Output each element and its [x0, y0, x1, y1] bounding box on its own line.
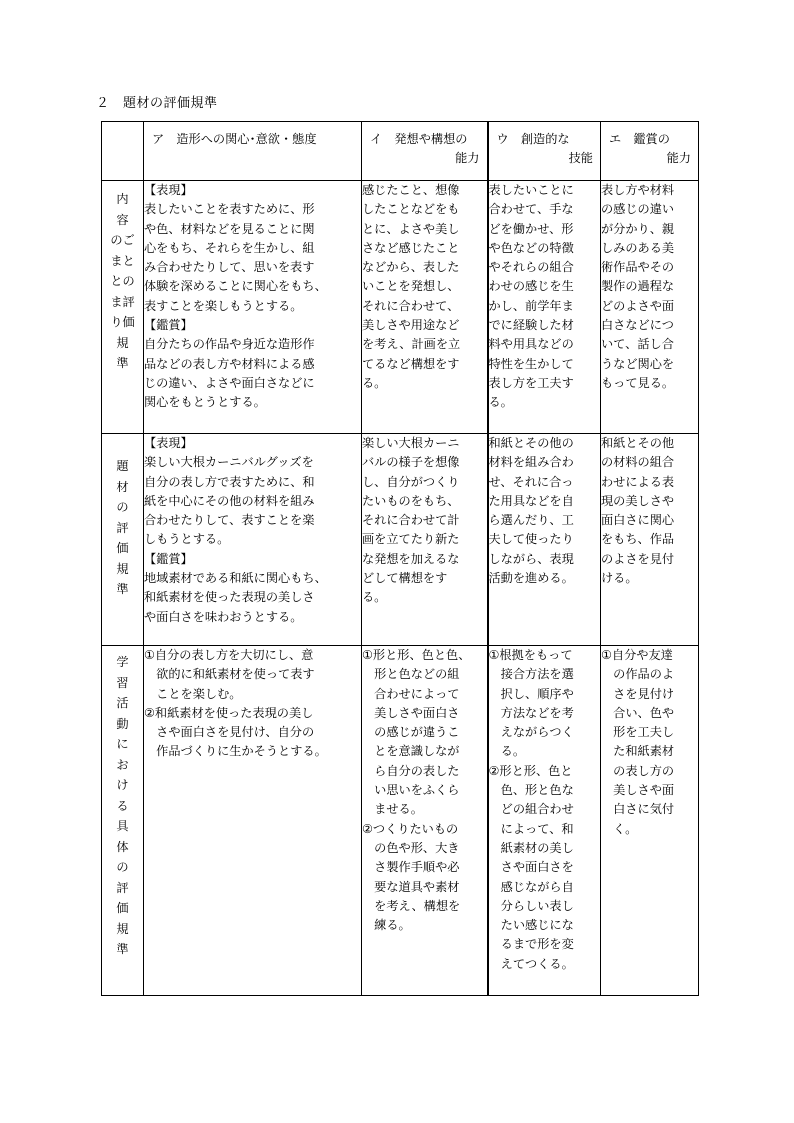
row-heading-char: の — [116, 860, 129, 874]
cell-text-line: 表し方を工夫す — [488, 375, 574, 390]
row-heading-char: 規 — [116, 921, 129, 936]
row-heading-char: 学 — [116, 655, 129, 669]
cell-text-line: かし、前学年ま — [488, 298, 574, 313]
table-cell — [144, 434, 362, 646]
cell-text-line: をもち、作品 — [601, 532, 675, 547]
row-heading-char: のご — [110, 233, 135, 247]
header-cell-interest — [144, 122, 362, 181]
page-title: ２ 題材の評価規準 — [96, 96, 218, 111]
row-heading-char: 体 — [116, 839, 129, 854]
row-heading-char: に — [116, 737, 129, 751]
cell-text-line: 関心をもとうとする。 — [144, 395, 266, 410]
cell-text-line: 要な道具や素材 — [362, 879, 460, 894]
cell-text-line: 楽しい大根カーニ — [362, 436, 460, 450]
row-heading — [102, 434, 144, 646]
header-cell-appreciation — [601, 122, 699, 181]
cell-text-line: の作品のよ — [601, 667, 675, 682]
row-heading-char: お — [116, 757, 129, 772]
row-heading-char: 活 — [116, 696, 129, 710]
cell-text-line: えてつくる。 — [488, 956, 574, 971]
table-header-row — [102, 122, 699, 181]
cell-text-line: 合わせて、手な — [488, 202, 574, 217]
cell-text-line: ①形と形、色と色、 — [362, 648, 471, 662]
cell-text-line: 特性を生かして — [488, 356, 574, 371]
cell-text-line: さなど感じたこと — [362, 240, 460, 255]
table-cell — [601, 646, 699, 996]
cell-text-line: を考え、計画を立 — [362, 337, 461, 352]
cell-text-line: ①自分や友達 — [601, 648, 673, 662]
cell-text-line: ら自分の表した — [362, 763, 460, 778]
cell-text-line: ことを楽しむ。 — [144, 686, 242, 701]
cell-text-line: 色、形と色な — [488, 783, 574, 798]
table-cell — [601, 434, 699, 646]
cell-text-line: 表したいことを表すために、形 — [144, 202, 315, 217]
cell-text-line: 夫して使ったり — [488, 532, 574, 547]
evaluation-criteria-table — [101, 121, 699, 996]
header-label: イ 発想や構想の — [370, 132, 468, 146]
header-label: ウ 創造的な — [496, 132, 570, 146]
cell-text-line: 体験を深めることに関心をもち、 — [144, 279, 327, 294]
cell-text-line: 欲的に和紙素材を使って表す — [144, 667, 315, 682]
cell-text-line: 合わせたりして、表すことを楽 — [144, 513, 315, 528]
cell-text-line: たい感じにな — [488, 918, 574, 933]
cell-text-line: 地域素材である和紙に関心もち、 — [144, 571, 327, 586]
row-heading-char: の — [116, 500, 129, 514]
cell-text-line: やそれらの組合 — [488, 260, 574, 275]
header-cell-skill — [488, 122, 601, 181]
cell-text-line: や面白さを味わおうとする。 — [144, 609, 303, 624]
header-label-2: 能力 — [666, 151, 691, 166]
row-heading-char: 準 — [116, 356, 129, 370]
cell-text-line: ②つくりたいもの — [362, 821, 459, 836]
cell-text-line: 合わせによって — [362, 686, 460, 701]
cell-text-line: でに経験した材 — [488, 318, 574, 333]
cell-text-line: 方法などを考 — [488, 705, 574, 720]
row-heading-char: 習 — [116, 675, 129, 690]
cell-text-line: てるなど構想をす — [362, 356, 460, 371]
table-cell — [362, 646, 488, 996]
row-heading-char: まと — [110, 253, 135, 268]
cell-text-line: 択し、順序や — [488, 686, 574, 701]
cell-text-line: いことを発想し、 — [362, 279, 460, 294]
cell-text-line: 分らしい表し — [488, 898, 574, 913]
cell-text-line: 表すことを楽しもうとする。 — [144, 298, 303, 313]
cell-text-line: を考え、構想を — [362, 898, 461, 913]
cell-text-line: が分かり、親 — [601, 221, 675, 236]
row-heading — [102, 181, 144, 434]
cell-text-line: 面白さに関心 — [601, 513, 675, 528]
cell-text-line: さ製作手順や必 — [362, 860, 460, 875]
cell-text-line: 白さに気付 — [601, 802, 675, 817]
row-heading-char: り価 — [110, 315, 135, 329]
table-cell — [488, 181, 601, 434]
row-heading-char: 容 — [116, 212, 129, 227]
cell-text-line: の材料の組合 — [601, 455, 675, 470]
cell-text-line: えながらつく — [488, 725, 574, 740]
cell-text-line: しみのある美 — [601, 240, 675, 255]
row-heading-char: 規 — [116, 561, 129, 576]
header-label-2: 能力 — [455, 151, 480, 166]
table-cell — [362, 181, 488, 434]
cell-text-line: 現の美しさや — [601, 493, 675, 508]
cell-text-line: バルの様子を想像 — [362, 455, 460, 470]
cell-text-line: る。 — [488, 744, 526, 759]
cell-text-line: るまで形を変 — [488, 937, 574, 952]
row-heading-char: 具 — [116, 819, 129, 833]
cell-text-line: 【鑑賞】 — [144, 551, 193, 566]
cell-text-line: た用具などを自 — [488, 493, 574, 508]
cell-text-line: さや面白さを見付け、自分の — [144, 725, 315, 740]
cell-text-line: とに、よさや美し — [362, 221, 460, 236]
cell-text-line: の色や形、大き — [362, 840, 460, 855]
cell-text-line: み合わせたりして、思いを表す — [144, 260, 315, 275]
cell-text-line: ①自分の表し方を大切にし、意 — [144, 648, 314, 662]
row-heading-char: 準 — [116, 942, 129, 956]
cell-text-line: 画を立てたり新た — [362, 532, 460, 547]
cell-text-line: どを働かせ、形 — [488, 221, 574, 236]
cell-text-line: いて、話し合 — [601, 337, 674, 352]
cell-text-line: 練る。 — [362, 918, 411, 933]
row-heading-char: 評 — [116, 880, 129, 895]
header-label: エ 鑑賞の — [609, 132, 670, 146]
cell-text-line: さを見付け — [601, 686, 675, 701]
table-cell — [601, 181, 699, 434]
cell-text-line: 和紙とその他 — [601, 436, 675, 450]
cell-text-line: 紙素材の美し — [488, 840, 574, 855]
cell-text-line: どの組合わせ — [488, 802, 574, 817]
cell-text-line: 【表現】 — [144, 183, 193, 197]
cell-text-line: 自分の表し方で表すために、和 — [144, 474, 315, 489]
cell-text-line: それに合わせて計 — [362, 513, 460, 528]
cell-text-line: によって、和 — [488, 821, 574, 836]
cell-text-line: 接合方法を選 — [488, 667, 574, 682]
table-row — [102, 646, 699, 996]
row-heading-char: 価 — [116, 541, 129, 555]
row-heading-char: 材 — [116, 479, 129, 494]
table-cell — [144, 646, 362, 996]
row-heading-char: 題 — [116, 459, 129, 473]
header-label: ア 造形への関心･意欲・態度 — [152, 132, 317, 146]
table-cell — [488, 646, 601, 996]
cell-text-line: ①根拠をもって — [488, 648, 573, 662]
cell-text-line: しながら、表現 — [488, 551, 574, 566]
row-heading-char: 規 — [116, 335, 129, 350]
row-heading-char: 動 — [116, 716, 129, 731]
cell-text-line: のよさを見付 — [601, 551, 675, 566]
cell-text-line: ②形と形、色と — [488, 763, 573, 778]
cell-text-line: な発想を加えるな — [362, 551, 460, 566]
cell-text-line: 表し方や材料 — [601, 183, 675, 197]
cell-text-line: 自分たちの作品や身近な造形作 — [144, 337, 315, 352]
cell-text-line: 美しさや用途など — [362, 318, 460, 333]
cell-text-line: 表したいことに — [488, 183, 574, 197]
cell-text-line: た和紙素材 — [601, 744, 675, 759]
table-row — [102, 181, 699, 434]
cell-text-line: ませる。 — [362, 802, 423, 817]
table-cell — [362, 434, 488, 646]
row-heading — [102, 646, 144, 996]
cell-text-line: 合い、色や — [601, 705, 675, 720]
cell-text-line: 美しさや面 — [601, 783, 675, 798]
cell-text-line: じの違い、よさや面白さなどに — [144, 375, 315, 390]
cell-text-line: の表し方の — [601, 763, 675, 778]
cell-text-line: 材料を組み合わ — [488, 455, 574, 470]
cell-text-line: 感じながら自 — [488, 879, 574, 894]
cell-text-line: 【鑑賞】 — [144, 318, 193, 333]
cell-text-line: うなど関心を — [601, 356, 675, 371]
cell-text-line: 製作の過程な — [601, 279, 675, 294]
cell-text-line: それに合わせて、 — [362, 298, 460, 313]
cell-text-line: 楽しい大根カーニバルグッズを — [144, 455, 314, 470]
cell-text-line: わせの感じを生 — [488, 279, 574, 294]
cell-text-line: ける。 — [601, 571, 638, 586]
cell-text-line: どのよさや面 — [601, 298, 675, 313]
row-heading-char: 価 — [116, 901, 129, 915]
header-label-2: 技能 — [568, 151, 593, 166]
cell-text-line: 紙を中心にその他の材料を組み — [144, 493, 315, 508]
cell-text-line: の感じが違うこ — [362, 725, 460, 740]
cell-text-line: したことなどをも — [362, 202, 460, 217]
cell-text-line: 形を工夫し — [601, 725, 675, 740]
row-heading-char: 準 — [116, 582, 129, 596]
cell-text-line: 料や用具などの — [488, 337, 574, 352]
table-cell — [144, 181, 362, 434]
cell-text-line: 白さなどにつ — [601, 318, 674, 333]
cell-text-line: とを意識しなが — [362, 744, 460, 759]
cell-text-line: る。 — [362, 590, 387, 605]
cell-text-line: く。 — [601, 821, 638, 836]
row-heading-char: 評 — [116, 520, 129, 535]
cell-text-line: 形と色などの組 — [362, 667, 460, 682]
cell-text-line: せ、それに合っ — [488, 474, 574, 489]
cell-text-line: 品などの表し方や材料による感 — [144, 356, 315, 371]
cell-text-line: の感じの違い — [601, 202, 675, 217]
row-heading-char: との — [110, 274, 135, 288]
cell-text-line: どして構想をす — [362, 571, 448, 586]
cell-text-line: や色、材料などを見ることに関 — [144, 221, 315, 236]
cell-text-line: もって見る。 — [601, 375, 675, 390]
row-heading-char: る — [116, 798, 129, 813]
cell-text-line: や色などの特徴 — [488, 240, 574, 255]
cell-text-line: しもうとする。 — [144, 532, 230, 547]
header-cell-blank — [102, 122, 144, 181]
row-heading-char: け — [116, 778, 129, 792]
cell-text-line: 活動を進める。 — [488, 571, 574, 586]
cell-text-line: などから、表した — [362, 260, 460, 275]
cell-text-line: し、自分がつくり — [362, 474, 460, 489]
cell-text-line: る。 — [488, 395, 513, 410]
cell-text-line: 美しさや面白さ — [362, 705, 460, 720]
row-heading-char: ま評 — [110, 294, 135, 309]
header-cell-ideation — [362, 122, 488, 181]
cell-text-line: 和紙とその他の — [488, 436, 574, 450]
cell-text-line: 心をもち、それらを生かし、組 — [144, 240, 315, 255]
cell-text-line: 【表現】 — [144, 436, 193, 450]
cell-text-line: わせによる表 — [601, 474, 675, 489]
cell-text-line: たいものをもち、 — [362, 493, 460, 508]
cell-text-line: ②和紙素材を使った表現の美し — [144, 705, 314, 720]
cell-text-line: 和紙素材を使った表現の美しさ — [144, 590, 315, 605]
cell-text-line: 感じたこと、想像 — [362, 183, 460, 197]
cell-text-line: い思いをふくら — [362, 783, 460, 798]
cell-text-line: さや面白さを — [488, 860, 574, 875]
table-row — [102, 434, 699, 646]
row-heading-char: 内 — [116, 192, 129, 206]
cell-text-line: 術作品やその — [601, 260, 675, 275]
table-cell — [488, 434, 601, 646]
cell-text-line: 作品づくりに生かそうとする。 — [144, 744, 327, 759]
cell-text-line: ら選んだり、工 — [488, 513, 574, 528]
cell-text-line: る。 — [362, 375, 387, 390]
